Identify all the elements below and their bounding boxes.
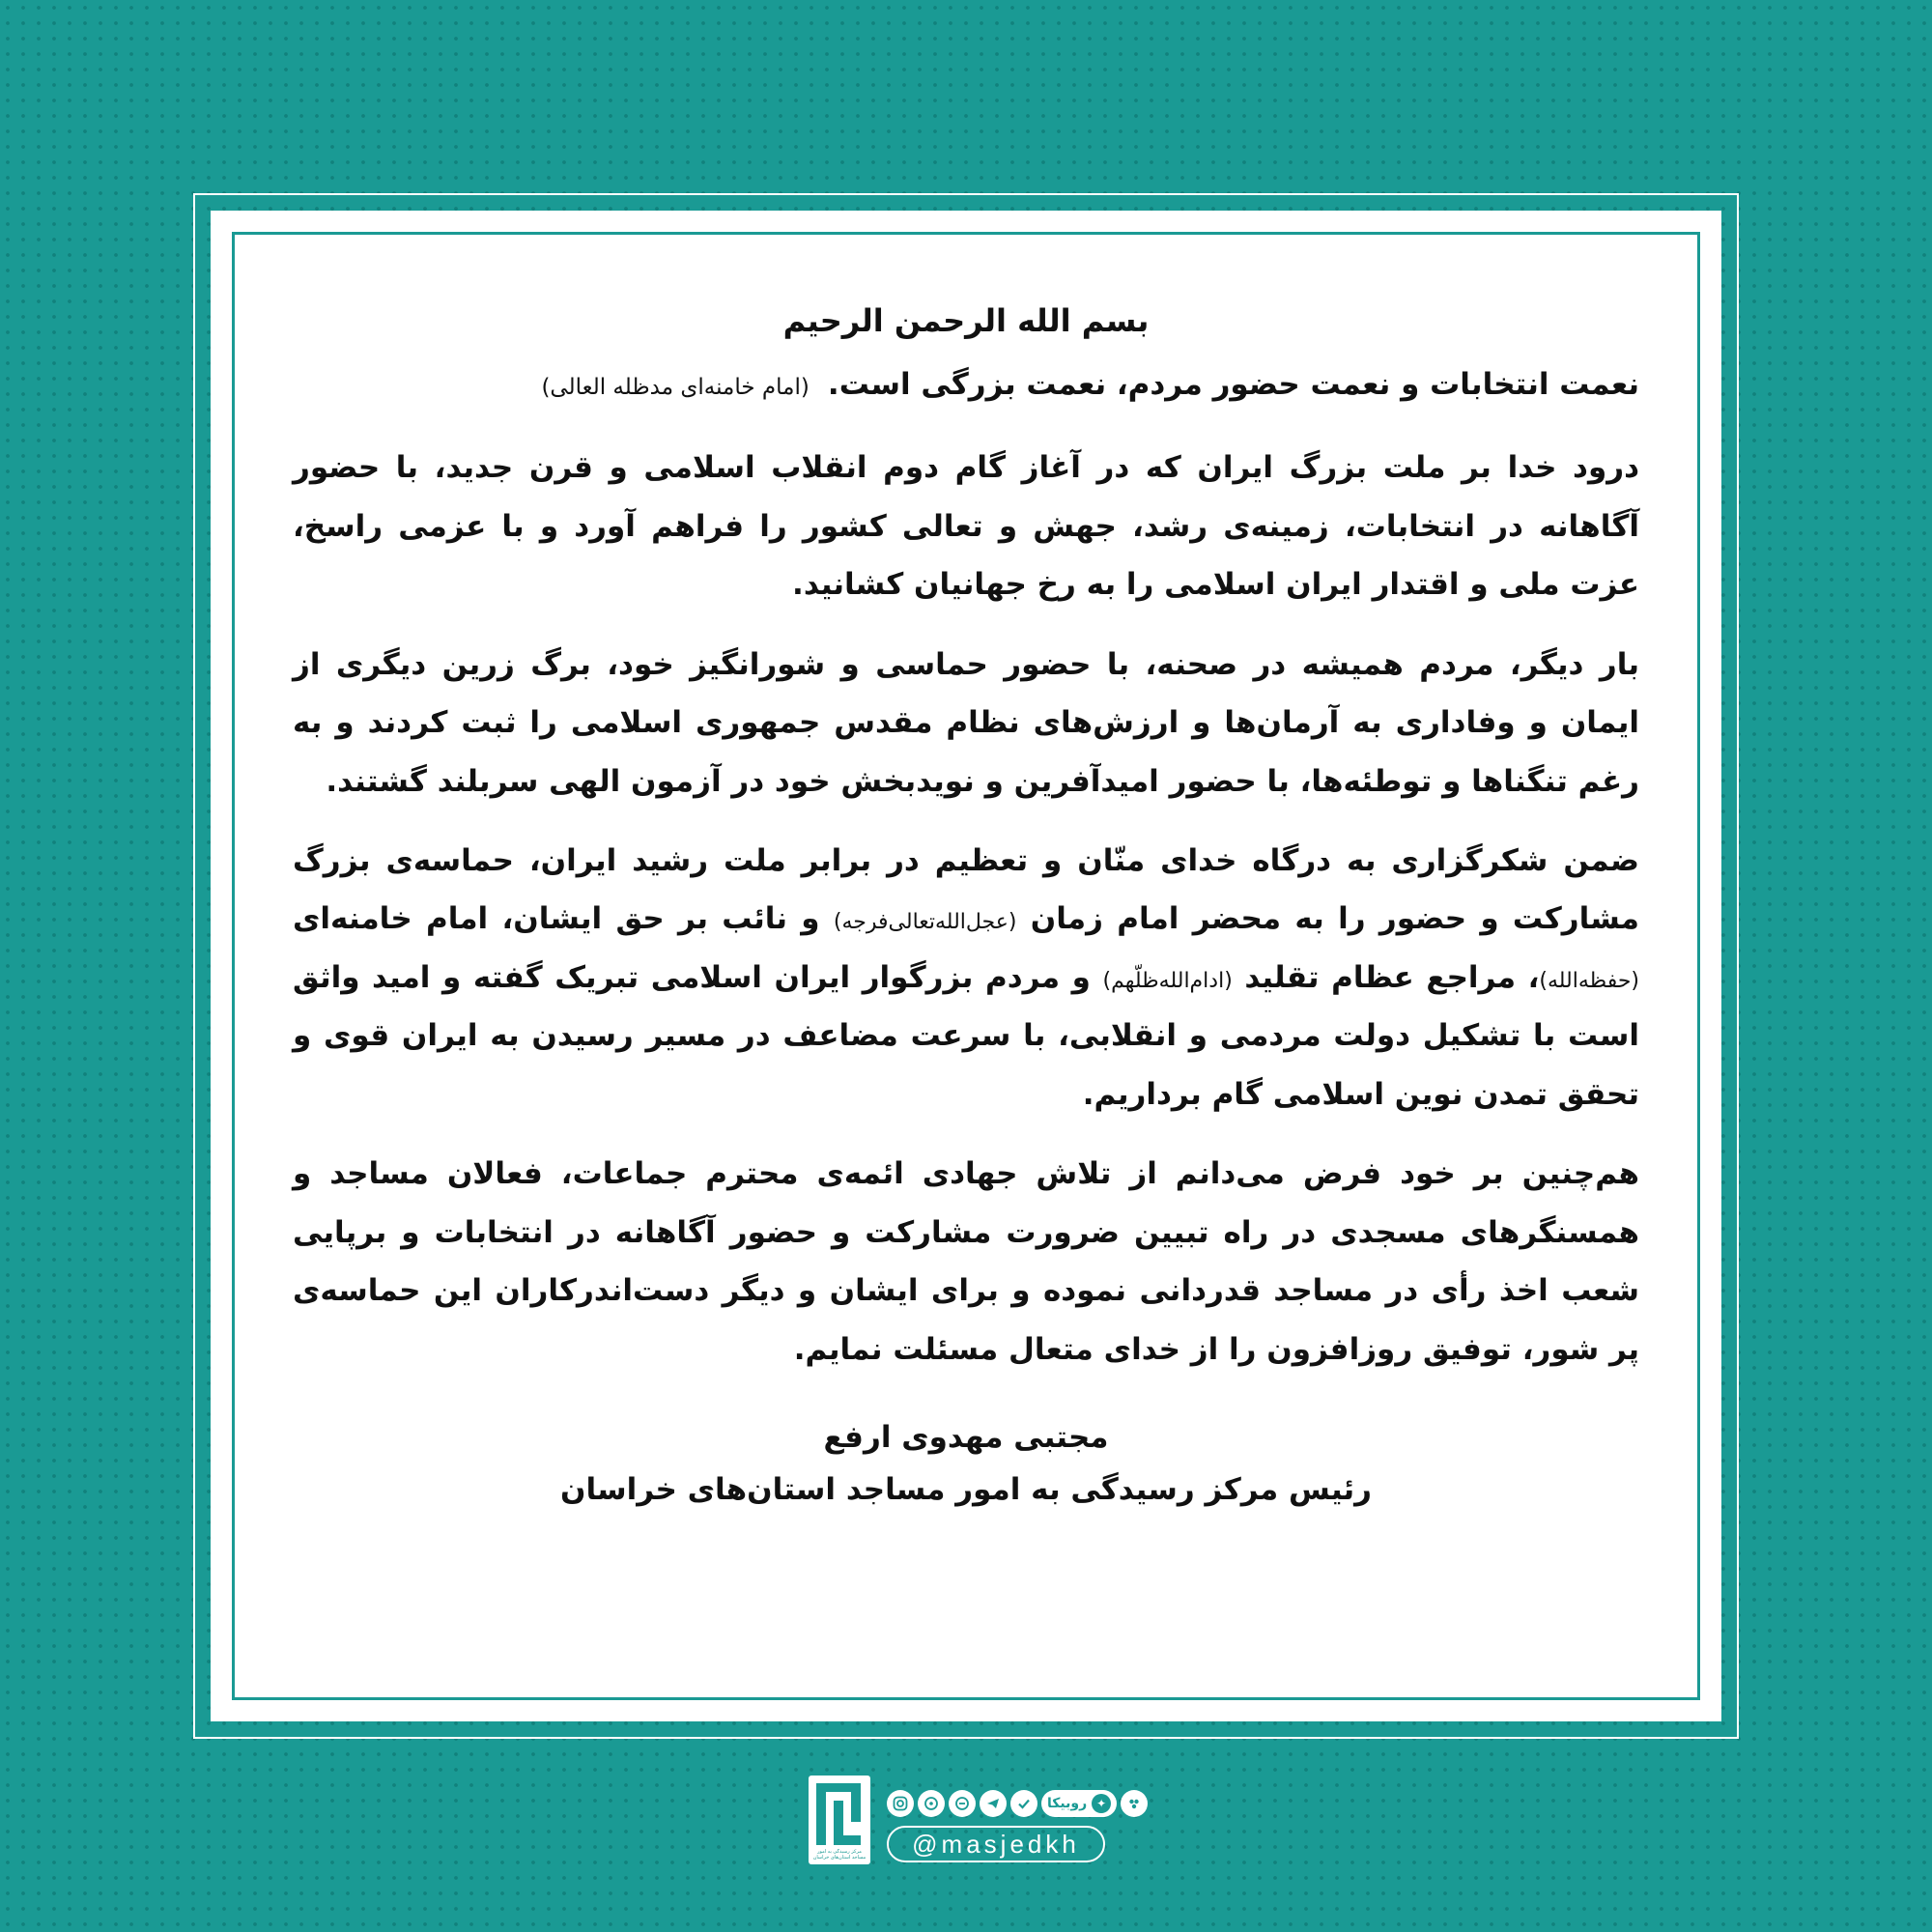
- rubika-badge[interactable]: [1041, 1790, 1117, 1817]
- bale-icon[interactable]: [949, 1790, 976, 1817]
- signature-block: [293, 1411, 1639, 1517]
- footer: [0, 1768, 1932, 1913]
- logo-caption: مرکز رسیدگی به امور مساجد استان‌های خراسان: [812, 1849, 867, 1861]
- honorific-note-2: (حفظه‌الله): [1539, 968, 1640, 993]
- soroush-icon[interactable]: [1010, 1790, 1037, 1817]
- bismillah: بسم الله الرحمن الرحیم: [782, 302, 1150, 339]
- aparat-icon[interactable]: [918, 1790, 945, 1817]
- paragraph-3-part-4: و مردم بزرگوار ایران اسلامی تبریک گفته و امید واثق است با تشکیل دولت مردمی و انقلابی، با سرعت مضاعف در مسیر رسیدن به ایران قوی و تحقق تمدن نوین اسلامی گام برداریم.: [293, 959, 1639, 1112]
- signature-title: رئیس مرکز رسیدگی به امور مساجد استان‌های خراسان: [560, 1472, 1372, 1508]
- rubika-label: روبیکا: [1047, 1796, 1088, 1811]
- paragraph-3-part-3: ، مراجع عظام تقلید: [1244, 959, 1540, 995]
- quote-text: نعمت انتخابات و نعمت حضور مردم، نعمت بزرگی است.: [827, 367, 1639, 402]
- signature-name: مجتبی مهدوی ارفع: [823, 1419, 1109, 1455]
- paragraph-2: بار دیگر، مردم همیشه در صحنه، با حضور حماسی و شورانگیز خود، برگ زرین دیگری از ایمان و وفاداری به آرمان‌ها و ارزش‌های نظام مقدس جمهوری اسلامی را ثبت کردند و به رغم تنگناها و توطئه‌ها، با حضور امیدآفرین و نویدبخش خود در آزمون الهی سربلند گشتند.: [293, 646, 1639, 799]
- paragraph-3: [293, 832, 1639, 1123]
- letter-panel: [211, 211, 1721, 1721]
- quote-source: (امام خامنه‌ای مدظله العالی): [541, 375, 810, 400]
- honorific-note-3: (ادام‌الله‌ظلّهم): [1102, 968, 1233, 993]
- inner-border: [232, 232, 1700, 1700]
- social-icons: [887, 1787, 1148, 1820]
- instagram-icon[interactable]: [887, 1790, 914, 1817]
- masjed-logo-icon: [809, 1776, 870, 1864]
- eitaa-icon[interactable]: [1121, 1790, 1148, 1817]
- paragraph-1: درود خدا بر ملت بزرگ ایران که در آغاز گام دوم انقلاب اسلامی و قرن جدید، با حضور آگاهانه در انتخابات، زمینه‌ی رشد، جهش و تعالی کشور را فراهم آورد و با عزمی راسخ، عزت ملی و اقتدار ایران اسلامی را به رخ جهانیان کشانید.: [293, 450, 1639, 603]
- paragraph-4: هم‌چنین بر خود فرض می‌دانم از تلاش جهادی ائمه‌ی محترم جماعات، فعالان مساجد و همسنگرهای مسجدی در راه تبیین ضرورت مشارکت و حضور آگاهانه در انتخابات و برپایی شعب اخذ رأی در مساجد قدردانی نموده و برای ایشان و دیگر دست‌اندرکاران این حماسه‌ی پر شور، توفیق روزافزون را از خدای متعال مسئلت نمایم.: [293, 1156, 1639, 1367]
- paragraph-3-part-1: ضمن شکرگزاری به درگاه خدای منّان و تعظیم در برابر ملت رشید ایران، حماسه‌ی بزرگ مشارکت و حضور را به محضر امام زمان: [293, 843, 1640, 937]
- honorific-note-1: (عجل‌الله‌تعالی‌فرجه): [833, 910, 1017, 935]
- paragraph-3-part-2: و نائب بر حق ایشان، امام خامنه‌ای: [293, 901, 820, 937]
- quote-line: [293, 364, 1639, 406]
- social-handle[interactable]: @masjedkh: [887, 1826, 1105, 1862]
- rubika-icon: ✦: [1092, 1794, 1111, 1813]
- letter-content: [293, 302, 1639, 1516]
- telegram-icon[interactable]: [980, 1790, 1007, 1817]
